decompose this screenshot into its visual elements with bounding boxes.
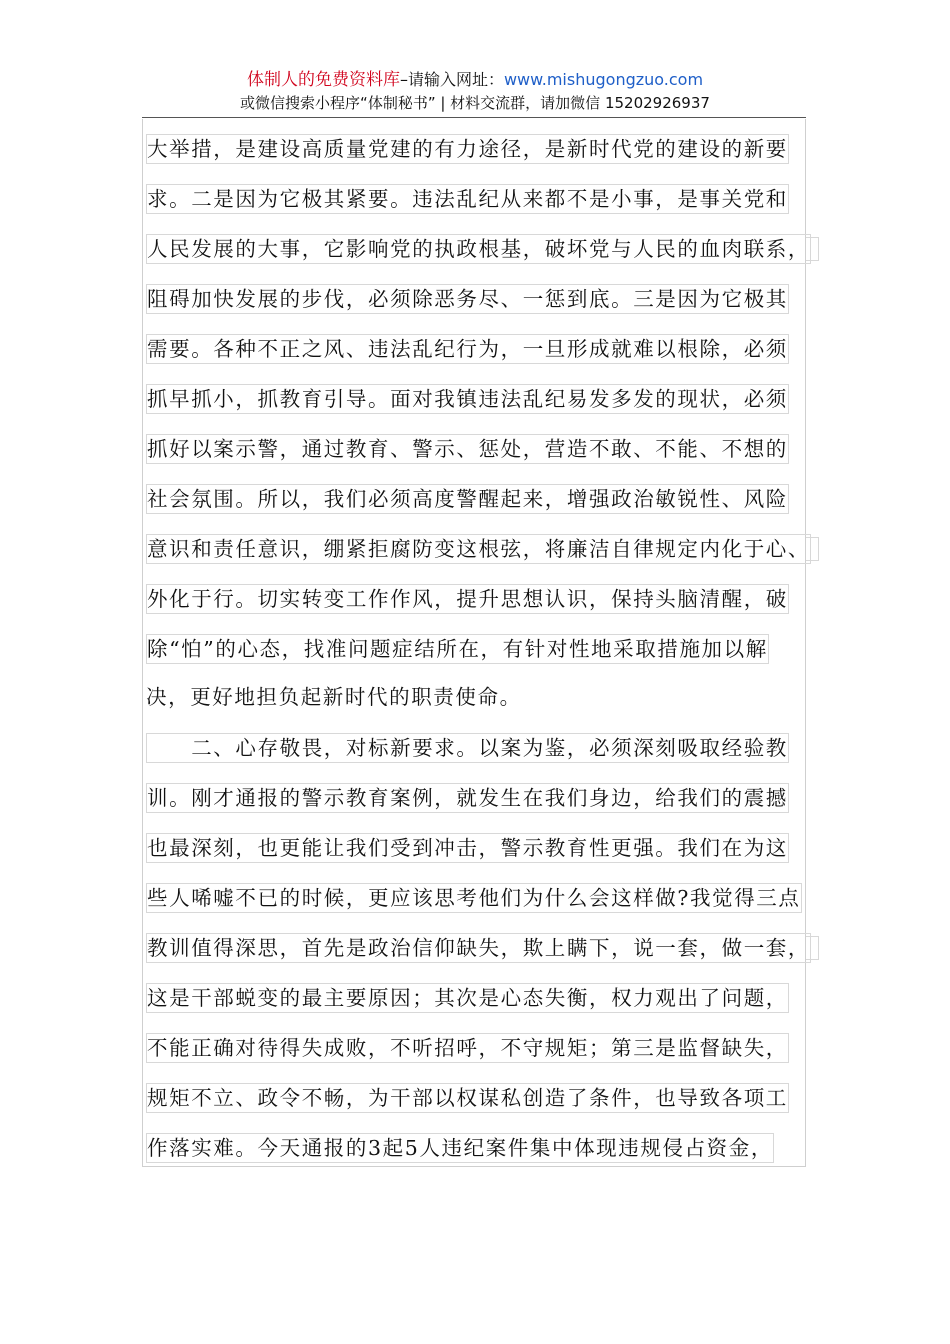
text-line: 二、心存敬畏，对标新要求。以案为鉴，必须深刻吸取经验教	[146, 733, 789, 763]
text-line: 外化于行。切实转变工作作风，提升思想认识，保持头脑清醒，破	[146, 584, 789, 614]
text-line: 社会氛围。所以，我们必须高度警醒起来，增强政治敏锐性、风险	[146, 484, 789, 514]
text-line: 阻碍加快发展的步伐，必须除恶务尽、一惩到底。三是因为它极其	[146, 284, 789, 314]
text-line: 这是干部蜕变的最主要原因；其次是心态失衡，权力观出了问题，	[146, 983, 789, 1013]
overflow-marker	[806, 936, 819, 960]
text-line: 大举措，是建设高质量党建的有力途径，是新时代党的建设的新要	[146, 134, 789, 164]
header-line-1	[0, 68, 950, 92]
text-line: 求。二是因为它极其紧要。违法乱纪从来都不是小事，是事关党和	[146, 184, 789, 214]
text-line: 些人唏嘘不已的时候，更应该思考他们为什么会这样做?我觉得三点	[146, 883, 802, 913]
header-line-2: 或微信搜索小程序“体制秘书” | 材料交流群，请加微信 15202926937	[240, 94, 710, 112]
text-line: 除“怕”的心态，找准问题症结所在，有针对性地采取措施加以解	[146, 634, 769, 664]
text-line: 教训值得深思，首先是政治信仰缺失，欺上瞒下，说一套，做一套，	[146, 933, 811, 963]
text-line: 规矩不立、政令不畅，为干部以权谋私创造了条件，也导致各项工	[146, 1083, 789, 1113]
page-header	[0, 68, 950, 114]
overflow-marker	[806, 237, 819, 261]
header-divider	[142, 117, 806, 118]
text-line: 也最深刻，也更能让我们受到冲击，警示教育性更强。我们在为这	[146, 833, 789, 863]
header-brand: 体制人的免费资料库	[246, 70, 400, 90]
text-line: 需要。各种不正之风、违法乱纪行为，一旦形成就难以根除，必须	[146, 334, 789, 364]
text-line: 人民发展的大事，它影响党的执政根基，破坏党与人民的血肉联系，	[146, 234, 811, 264]
text-line: 决，更好地担负起新时代的职责使命。	[146, 685, 522, 709]
text-line: 意识和责任意识，绷紧拒腐防变这根弦，将廉洁自律规定内化于心、	[146, 534, 811, 564]
overflow-marker	[806, 537, 819, 561]
header-url-link[interactable]: www.mishugongzuo.com	[503, 70, 704, 89]
text-line: 训。刚才通报的警示教育案例，就发生在我们身边，给我们的震撼	[146, 783, 789, 813]
text-line: 不能正确对待得失成败，不听招呼，不守规矩；第三是监督缺失，	[146, 1033, 789, 1063]
header-prompt: –请输入网址：	[399, 70, 504, 89]
text-line: 作落实难。今天通报的3起5人违纪案件集中体现违规侵占资金，	[146, 1133, 774, 1163]
text-line: 抓早抓小，抓教育引导。面对我镇违法乱纪易发多发的现状，必须	[146, 384, 789, 414]
text-line: 抓好以案示警，通过教育、警示、惩处，营造不敢、不能、不想的	[146, 434, 789, 464]
